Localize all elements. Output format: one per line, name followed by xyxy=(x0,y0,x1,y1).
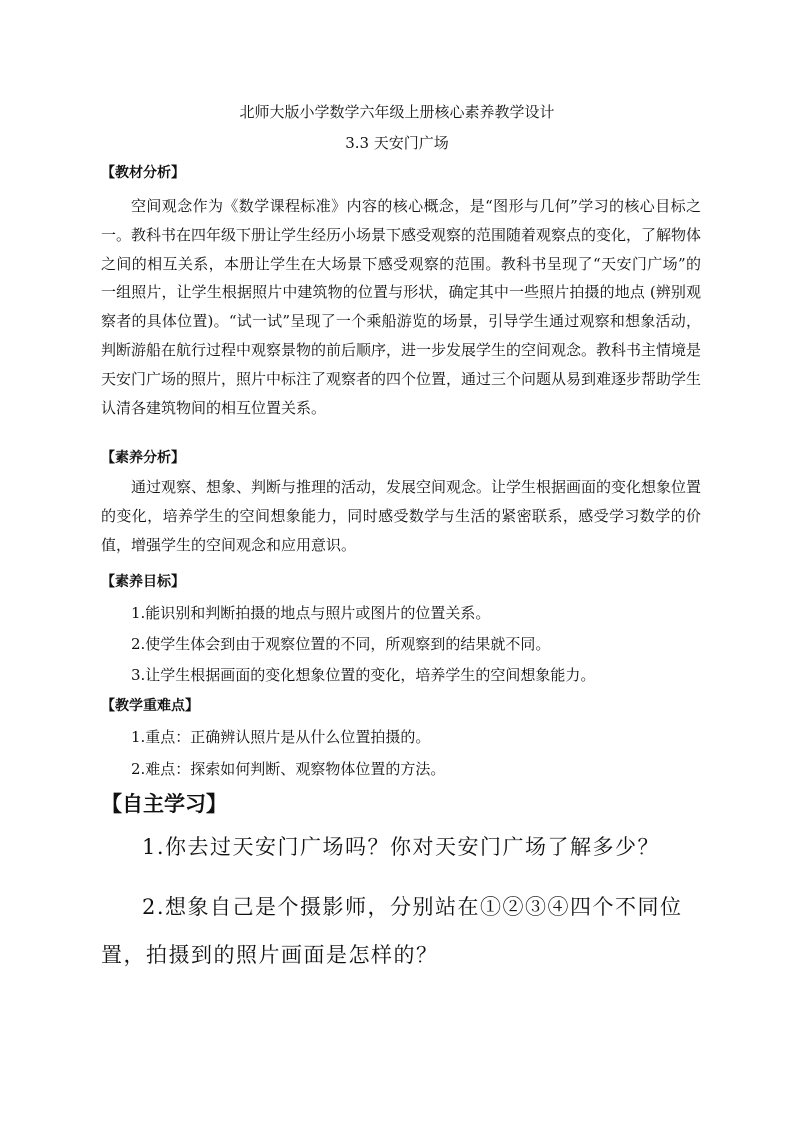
self-study-heading: 【自主学习】 xyxy=(101,791,227,816)
difficult-point-item: 2.难点：探索如何判断、观察物体位置的方法。 xyxy=(131,760,446,778)
self-study-question-1: 1.你去过天安门广场吗？你对天安门广场了解多少？ xyxy=(142,835,661,859)
document-title: 北师大版小学数学六年级上册核心素养教学设计 xyxy=(239,103,555,121)
self-study-question-2: 2.想象自己是个摄影师，分别站在①②③④四个不同位置，拍摄到的照片画面是怎样的？ xyxy=(101,895,683,967)
literacy-goals-heading: 【素养目标】 xyxy=(101,574,185,590)
key-difficult-heading: 【教学重难点】 xyxy=(101,698,199,714)
goal-item-2: 2.使学生体会到由于观察位置的不同，所观察到的结果就不同。 xyxy=(131,635,551,653)
goal-item-3: 3.让学生根据画面的变化想象位置的变化，培养学生的空间想象能力。 xyxy=(131,666,596,684)
textbook-analysis-paragraph: 空间观念作为《数学课程标准》内容的核心概念，是“图形与几何”学习的核心目标之一。教科书在四年级下册让学生经历小场景下感受观察的范围随着观察点的变化，了解物体之间的相互关系，本册让学生在大场景下感受观察的范围。教科书呈现了“天安门广场”的一组照片，让学生根据照片中建筑物的位置与形状，确定其中一些照片拍摄的地点 (辨别观察者的具体位置)。“试一试”呈现了一个乘船游览的场景，引导学生通过观察和想象活动，判断游船在航行过程中观察景物的前后顺序，进一步发展学生的空间观念。教科书主情境是天安门广场的照片，照片中标注了观察者的四个位置，通过三个问题从易到难逐步帮助学生认清各建筑物间的相互位置关系。 xyxy=(101,197,702,417)
lesson-title: 3.3 天安门广场 xyxy=(345,134,449,152)
literacy-analysis-paragraph: 通过观察、想象、判断与推理的活动，发展空间观念。让学生根据画面的变化想象位置的变化，培养学生的空间想象能力，同时感受数学与生活的紧密联系，感受学习数学的价值，增强学生的空间观念和应用意识。 xyxy=(101,478,702,554)
goal-item-1: 1.能识别和判断拍摄的地点与照片或图片的位置关系。 xyxy=(131,604,491,622)
textbook-analysis-heading: 【教材分析】 xyxy=(101,165,185,181)
key-point-item: 1.重点：正确辨认照片是从什么位置拍摄的。 xyxy=(131,728,431,746)
literacy-analysis-heading: 【素养分析】 xyxy=(101,450,185,466)
